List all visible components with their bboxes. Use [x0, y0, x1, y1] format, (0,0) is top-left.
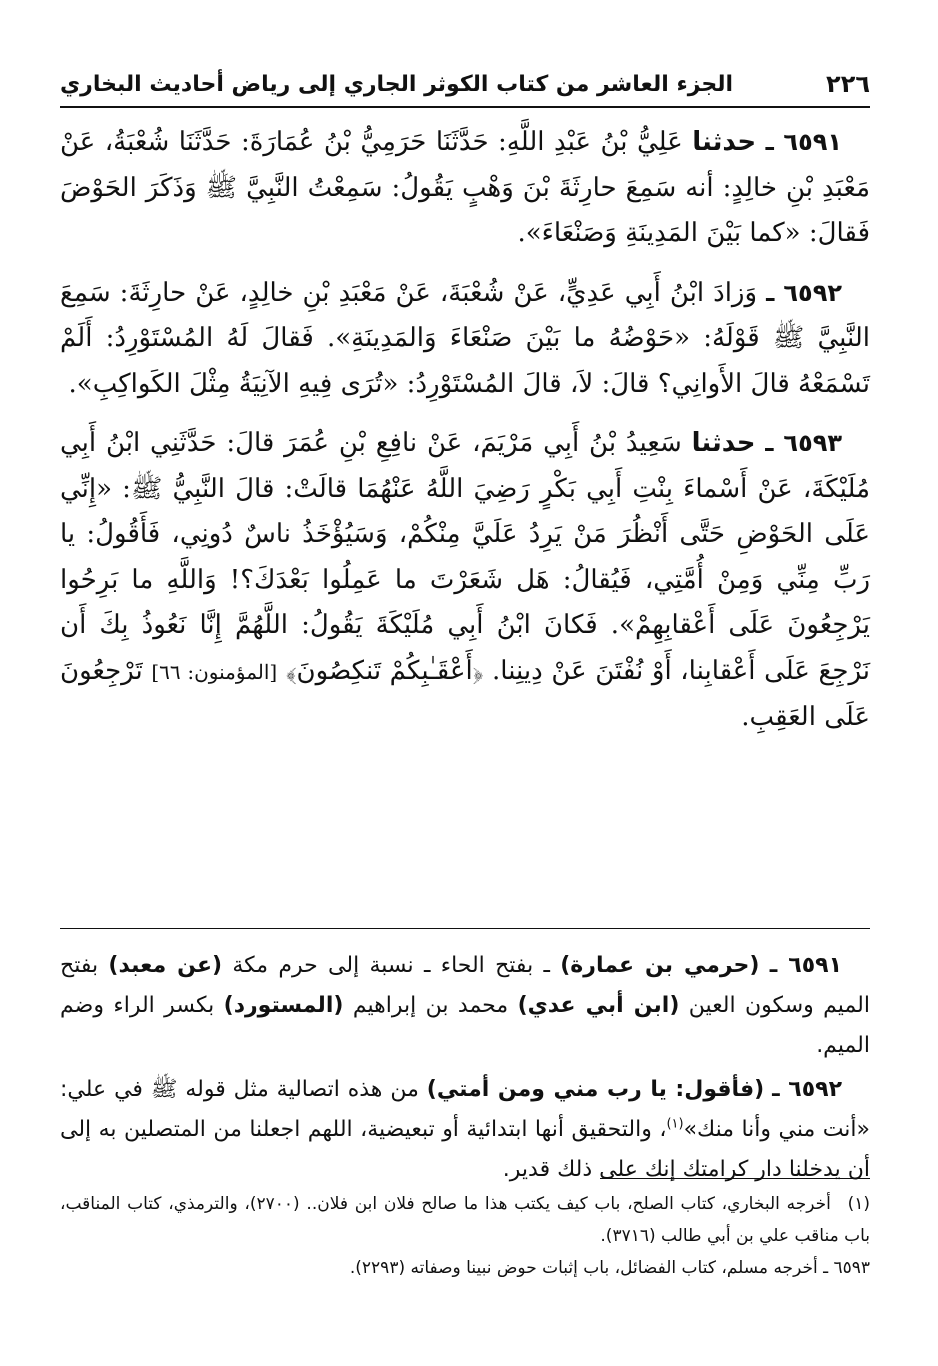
hadith-paragraph [60, 421, 870, 741]
hadith-text: عَلِيُّ بْنُ عَبْدِ اللَّهِ: حَدَّثَنَا حَرَمِيُّ بْنُ عُمَارَةَ: حَدَّثَنَا شُعْبَةُ، عَنْ مَعْبَدِ بْنِ خالِدٍ: أنه سَمِعَ حارِثَةَ بْنَ وَهْبٍ يَقُولُ: سَمِعْتُ النَّبِيَّ ﷺ وَذَكَرَ الحَوْضَ فَقالَ: «كما بَيْنَ المَدِينَةِ وَصَنْعَاءَ». [60, 127, 870, 248]
hadith-paragraph [60, 271, 870, 408]
commentary-text: (فأقول: يا رب مني ومن أمتي) من هذه اتصالية مثل قوله ﷺ في علي: «أنت مني وأنا منك»$^{(١)}$، والتحقيق أنها ابتدائية أو تبعيضية، اللهم اجعلنا من المتصلين به إلى أن يدخلنا دار كرامتك إنك على ذلك قدير. [60, 1077, 870, 1182]
commentary-divider [60, 928, 870, 929]
page-number: ٢٢٦ [826, 70, 870, 98]
commentary-section [60, 946, 870, 1194]
quran-reference: [المؤمنون: ٦٦] [151, 659, 278, 684]
book-title: الجزء العاشر من كتاب الكوثر الجاري إلى رياض أحاديث البخاري [60, 71, 734, 97]
running-header [60, 62, 870, 108]
hadith-text-body [60, 120, 870, 755]
hadith-lead-word: حدثنا [692, 127, 757, 157]
footnote-text: أخرجه البخاري، كتاب الصلح، باب كيف يكتب هذا ما صالح فلان ابن فلان.. (٢٧٠٠)، والترمذي، كتاب المناقب، باب مناقب علي بن أبي طالب (٣٧١٦). [60, 1194, 870, 1246]
footnotes-section [60, 1188, 870, 1284]
footnote [60, 1188, 870, 1252]
quran-quote: ﴿أَعْقَـٰبِكُمْ تَنكِصُونَ﴾ [285, 655, 484, 686]
footnote-text: ٦٥٩٣ ـ أخرجه مسلم، كتاب الفضائل، باب إثبات حوض نبينا وصفاته (٢٢٩٣). [349, 1258, 870, 1278]
footnote [60, 1252, 870, 1284]
hadith-text: وَزادَ ابْنُ أَبِي عَدِيٍّ، عَنْ شُعْبَةَ، عَنْ مَعْبَدِ بْنِ خالِدٍ، عَنْ حارِثَةَ: سَمِعَ النَّبِيَّ ﷺ قَوْلَهُ: «حَوْضُهُ ما بَيْنَ صَنْعَاءَ وَالمَدِينَةِ». فَقالَ لَهُ المُسْتَوْرِدُ: أَلَمْ تَسْمَعْهُ قالَ الأَوانِي؟ قالَ: لاَ، قالَ المُسْتَوْرِدُ: «تُرَى فِيهِ الآنِيَةُ مِثْلَ الكَواكِبِ». [60, 277, 870, 399]
footnote-divider [600, 1178, 870, 1179]
hadith-number: ٦٥٩٣ ـ [765, 429, 843, 457]
hadith-paragraph [60, 120, 870, 257]
commentary-number: ٦٥٩١ ـ [769, 953, 842, 978]
commentary-number: ٦٥٩٢ ـ [772, 1077, 842, 1102]
commentary-paragraph [60, 1070, 870, 1190]
footnote-mark: (١) [847, 1194, 870, 1214]
hadith-text-tail: تَرْجِعُونَ عَلَى العَقِبِ. [60, 655, 870, 732]
commentary-paragraph [60, 946, 870, 1066]
commentary-text: (حرمي بن عمارة) ـ بفتح الحاء ـ نسبة إلى حرم مكة (عن معبد) بفتح الميم وسكون العين (ابن أبي عدي) محمد بن إبراهيم (المستورد) بكسر الراء وضم الميم. [60, 953, 870, 1058]
hadith-text: سَعِيدُ بْنُ أَبِي مَرْيَمَ، عَنْ نافِعِ بْنِ عُمَرَ قالَ: حَدَّثَنِي ابْنُ أَبِي مُلَيْكَةَ، عَنْ أَسْماءَ بِنْتِ أَبِي بَكْرٍ رَضِيَ اللَّهُ عَنْهُمَا قالَتْ: قالَ النَّبِيُّ ﷺ: «إِنِّي عَلَى الحَوْضِ حَتَّى أَنْظُرَ مَنْ يَرِدُ عَلَيَّ مِنْكُمْ، وَسَيُؤْخَذُ ناسٌ دُونِي، فَأَقُولُ: يا رَبِّ مِنِّي وَمِنْ أُمَّتِي، فَيُقالُ: هَل شَعَرْتَ ما عَمِلُوا بَعْدَكَ؟! وَاللَّهِ ما بَرِحُوا يَرْجِعُونَ عَلَى أَعْقابِهِمْ». فَكانَ ابْنُ أَبِي مُلَيْكَةَ يَقُولُ: اللَّهُمَّ إِنَّا نَعُوذُ بِكَ أَن نَرْجِعَ عَلَى أَعْقابِنا، أَوْ نُفْتَنَ عَنْ دِينِنا. [60, 428, 871, 686]
hadith-number: ٦٥٩٢ ـ [766, 278, 842, 307]
hadith-number: ٦٥٩١ ـ [765, 128, 843, 156]
hadith-lead-word: حدثنا [691, 428, 756, 458]
